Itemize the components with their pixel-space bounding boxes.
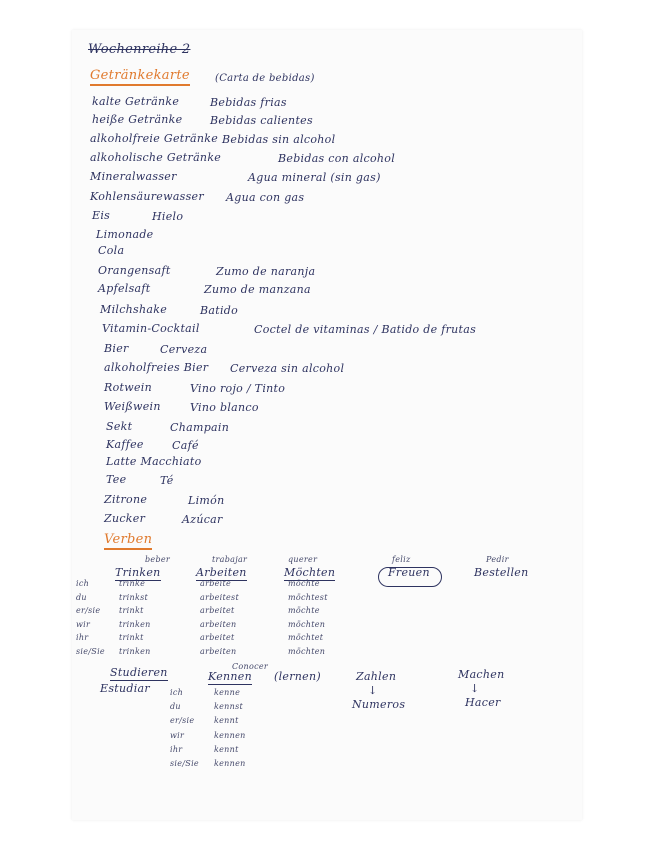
vocab-german-12: Vitamin-Cocktail [102,322,200,335]
verb-form-0-5: trinken [119,647,151,656]
vocab-spanish-3: Bebidas con alcohol [278,152,396,165]
verb-form-1-4: arbeitet [200,633,235,642]
vocab-german-0: kalte Getränke [92,95,180,108]
vocab-spanish-12: Coctel de vitaminas / Batido de frutas [254,323,477,336]
verb-form-1-2: arbeitet [200,606,235,615]
page-title: Wochenreihe 2 [88,42,191,57]
verb-form-0-4: trinkt [119,633,144,642]
verb-note-1: trabajar [212,555,248,564]
machen-arrow: ↓ [470,682,480,695]
vocab-german-16: Weißwein [104,400,161,413]
kennen-verb: Kennen [208,670,252,683]
kennen-pronoun-0: ich [170,688,184,697]
vocab-spanish-2: Bebidas sin alcohol [222,133,336,146]
vocab-spanish-16: Vino blanco [190,401,259,414]
verb-form-1-0: arbeite [200,579,232,588]
kennen-form-2: kennt [214,716,239,725]
machen-verb: Machen [458,668,505,681]
vocab-german-14: alkoholfreies Bier [104,361,209,374]
zahlen-translation: Numeros [352,698,406,711]
vocab-german-22: Zucker [104,512,146,525]
vocab-german-1: heiße Getränke [92,113,183,126]
vocab-spanish-15: Vino rojo / Tinto [190,382,286,395]
freuen-circle [378,567,442,587]
studieren-verb: Studieren [110,666,168,679]
vocab-german-20: Tee [106,473,127,486]
verb-form-2-3: möchten [288,620,326,629]
verb-infinitive-3: Freuen [388,566,430,579]
verb-infinitive-4: Bestellen [474,566,529,579]
section-heading-note: (Carta de bebidas) [215,73,315,84]
machen-translation: Hacer [465,696,501,709]
verb-form-1-5: arbeiten [200,647,237,656]
vocab-german-3: alkoholische Getränke [90,151,222,164]
verb-form-0-1: trinkst [119,593,149,602]
vocab-spanish-14: Cerveza sin alcohol [230,362,345,375]
verb-form-2-4: möchtet [288,633,324,642]
vocab-spanish-9: Zumo de naranja [216,265,316,278]
verb-note-4: Pedir [486,555,509,564]
pronoun-3: wir [76,620,91,629]
vocab-spanish-17: Champain [170,421,230,434]
vocab-spanish-0: Bebidas frias [210,96,287,109]
verb-form-0-3: trinken [119,620,151,629]
kennen-pronoun-3: wir [170,731,185,740]
vocab-spanish-18: Café [172,439,199,452]
vocab-german-19: Latte Macchiato [106,455,202,468]
vocab-spanish-1: Bebidas calientes [210,114,313,127]
vocab-german-7: Limonade [96,228,154,241]
vocab-german-2: alkoholfreie Getränke [90,132,219,145]
verb-note-3: feliz [392,555,411,564]
vocab-spanish-6: Hielo [152,210,184,223]
kennen-pronoun-5: sie/Sie [170,759,199,768]
notebook-page [72,30,582,820]
verb-infinitive-1: Arbeiten [196,566,247,579]
vocab-german-18: Kaffee [106,438,144,451]
verb-note-2: querer [288,555,318,564]
vocab-spanish-11: Batido [200,304,239,317]
vocab-spanish-10: Zumo de manzana [204,283,311,296]
vocab-german-10: Apfelsaft [98,282,151,295]
verb-infinitive-0: Trinken [115,566,161,579]
verb-form-2-2: möchte [288,606,320,615]
kennen-form-5: kennen [214,759,246,768]
pronoun-5: sie/Sie [76,647,105,656]
vocab-spanish-20: Té [160,474,174,487]
studieren-note: Estudiar [100,682,150,695]
pronoun-1: du [76,593,87,602]
verb-form-2-5: möchten [288,647,326,656]
verb-form-2-0: möchte [288,579,320,588]
vocab-german-21: Zitrone [104,493,148,506]
vocab-german-11: Milchshake [100,303,168,316]
vocab-german-6: Eis [92,209,111,222]
verb-form-1-1: arbeitest [200,593,239,602]
vocab-spanish-4: Agua mineral (sin gas) [248,171,381,184]
vocab-spanish-13: Cerveza [160,343,208,356]
kennen-pronoun-1: du [170,702,181,711]
vocab-german-4: Mineralwasser [90,170,177,183]
pronoun-4: ihr [76,633,89,642]
verb-infinitive-2: Möchten [284,566,336,579]
kennen-form-3: kennen [214,731,246,740]
section-heading-getraenkekarte: Getränkekarte [90,68,190,86]
vocab-german-15: Rotwein [104,381,152,394]
verb-form-1-3: arbeiten [200,620,237,629]
verb-form-0-2: trinkt [119,606,144,615]
vocab-spanish-21: Limón [188,494,225,507]
pronoun-0: ich [76,579,90,588]
zahlen-arrow: ↓ [368,684,378,697]
section-heading-verben: Verben [104,532,152,550]
vocab-spanish-5: Agua con gas [226,191,305,204]
kennen-pronoun-2: er/sie [170,716,195,725]
vocab-german-9: Orangensaft [98,264,171,277]
pronoun-2: er/sie [76,606,101,615]
kennen-form-4: kennt [214,745,239,754]
kennen-note: Conocer [232,662,269,671]
verb-note-0: beber [145,555,171,564]
kennen-form-1: kennst [214,702,244,711]
verb-form-2-1: möchtest [288,593,328,602]
vocab-german-8: Cola [98,244,125,257]
kennen-paren: (lernen) [274,670,321,683]
zahlen-verb: Zahlen [356,670,397,683]
kennen-form-0: kenne [214,688,241,697]
vocab-german-17: Sekt [106,420,133,433]
vocab-german-5: Kohlensäurewasser [90,190,204,203]
verb-form-0-0: trinke [119,579,146,588]
vocab-german-13: Bier [104,342,129,355]
kennen-pronoun-4: ihr [170,745,183,754]
vocab-spanish-22: Azúcar [182,513,223,526]
